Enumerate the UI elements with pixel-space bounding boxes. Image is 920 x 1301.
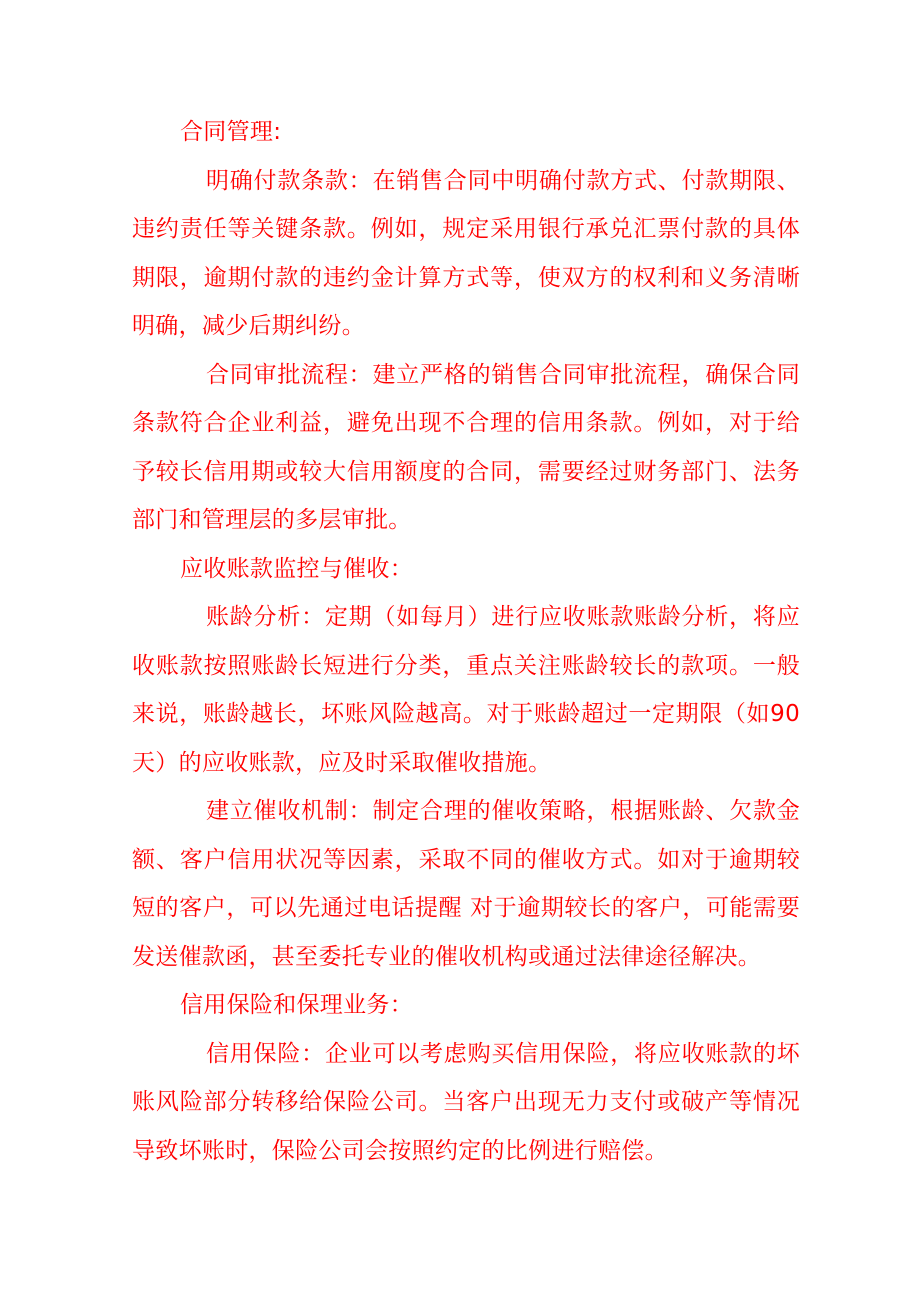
section-heading-receivables-monitoring: 应收账款监控与催收： — [180, 555, 413, 582]
paragraph-collection-mechanism: 建立催收机制：制定合理的催收策略，根据账龄、欠款金额、客户信用状况等因素，采取不同的催收方式。如对于逾期较短的客户，可以先通过电话提醒 对于逾期较长的客户，可能需要发送催款函，甚至委托专业的催收机构或通过法律途径解决。 — [132, 798, 800, 970]
document-body — [132, 108, 800, 1175]
section-heading-credit-insurance: 信用保险和保理业务： — [180, 992, 413, 1018]
paragraph-aging-analysis: 账龄分析：定期（如每月）进行应收账款账龄分析，将应收账款按照账龄长短进行分类，重点关注账龄较长的款项。一般来说，账龄越长，坏账风险越高。对于账龄超过一定期限（如90天）的应收账款，应及时采取催收措施。 — [132, 604, 800, 776]
paragraph-credit-insurance: 信用保险：企业可以考虑购买信用保险，将应收账款的坏账风险部分转移给保险公司。当客户出现无力支付或破产等情况导致坏账时，保险公司会按照约定的比例进行赔偿。 — [132, 1040, 800, 1164]
paragraph-payment-terms: 明确付款条款：在销售合同中明确付款方式、付款期限、违约责任等关键条款。例如，规定采用银行承兑汇票付款的具体期限，逾期付款的违约金计算方式等，使双方的权利和义务清晰明确，减少后期纠纷。 — [132, 167, 800, 339]
paragraph-contract-approval: 合同审批流程：建立严格的销售合同审批流程，确保合同条款符合企业利益，避免出现不合理的信用条款。例如，对于给予较长信用期或较大信用额度的合同，需要经过财务部门、法务部门和管理层的多层审批。 — [132, 361, 800, 533]
section-heading-contract-management: 合同管理: — [180, 119, 282, 145]
